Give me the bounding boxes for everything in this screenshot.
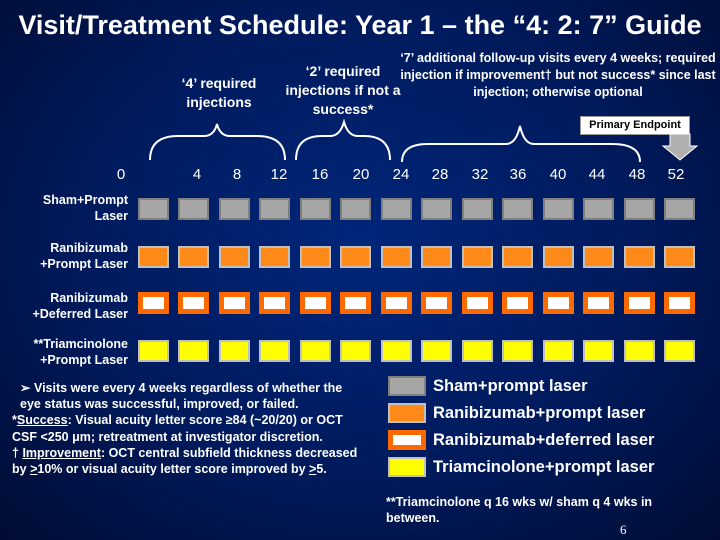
- visit-cell-ranibizumab-prompt: [502, 246, 533, 268]
- visit-cell-triamcinolone: [664, 340, 695, 362]
- visit-cell-ranibizumab-deferred: [340, 292, 371, 314]
- visit-cell-ranibizumab-prompt: [543, 246, 574, 268]
- visit-cell-triamcinolone: [178, 340, 209, 362]
- visit-cell-triamcinolone: [259, 340, 290, 362]
- visit-cell-sham: [381, 198, 412, 220]
- visit-cell-sham: [502, 198, 533, 220]
- legend-swatch-triamcinolone: [388, 457, 426, 477]
- success-term: Success: [16, 413, 68, 428]
- brace-four: [150, 124, 285, 160]
- visit-cell-ranibizumab-deferred: [543, 292, 574, 314]
- visit-cell-triamcinolone: [583, 340, 614, 362]
- visit-cell-triamcinolone: [138, 340, 169, 362]
- visit-cell-ranibizumab-deferred: [381, 292, 412, 314]
- week-28: 28: [431, 166, 449, 183]
- four-injections-header: ‘4’ required injections: [181, 75, 257, 110]
- primary-endpoint-arrow: [663, 134, 697, 160]
- week-12: 12: [270, 166, 288, 183]
- visit-cell-ranibizumab-prompt: [340, 246, 371, 268]
- week-0: 0: [116, 166, 126, 183]
- primary-endpoint-label: Primary Endpoint: [580, 116, 690, 135]
- brace-two: [296, 122, 390, 160]
- two-injections-header: ‘2’ required injections if not a success*: [285, 63, 401, 117]
- visit-cell-sham: [543, 198, 574, 220]
- visit-cell-ranibizumab-deferred: [219, 292, 250, 314]
- legend-swatch-sham: [388, 376, 426, 396]
- visit-cell-ranibizumab-prompt: [381, 246, 412, 268]
- success-prefix: *: [12, 413, 17, 428]
- visit-cell-ranibizumab-prompt: [300, 246, 331, 268]
- week-44: 44: [588, 166, 606, 183]
- improvement-note: [12, 445, 365, 477]
- visit-cell-ranibizumab-deferred: [462, 292, 493, 314]
- visit-cell-ranibizumab-deferred: [178, 292, 209, 314]
- improvement-text-b: 10% or visual acuity letter score improved by: [37, 462, 310, 477]
- visit-cell-sham: [300, 198, 331, 220]
- legend-label-ranibizumab-prompt: Ranibizumab+prompt laser: [433, 404, 646, 422]
- visit-cell-triamcinolone: [381, 340, 412, 362]
- improvement-prefix: †: [12, 445, 23, 460]
- visit-cell-ranibizumab-prompt: [624, 246, 655, 268]
- improvement-text-c: 5.: [316, 462, 327, 477]
- visit-cell-triamcinolone: [340, 340, 371, 362]
- row-label-sham: Sham+Prompt Laser: [42, 193, 128, 223]
- week-40: 40: [549, 166, 567, 183]
- seven-visits-header: ‘7’ additional follow-up visits every 4 weeks; required injection if improvement† but not success* since last injection; otherwise optional: [400, 51, 716, 99]
- visit-cell-ranibizumab-deferred: [624, 292, 655, 314]
- week-8: 8: [232, 166, 242, 183]
- notes-block: [12, 380, 365, 477]
- legend-swatch-ranibizumab-deferred: [388, 430, 426, 450]
- visit-cell-sham: [421, 198, 452, 220]
- row-label-triamcinolone: **Triamcinolone +Prompt Laser: [33, 337, 128, 367]
- week-32: 32: [471, 166, 489, 183]
- visit-cell-ranibizumab-deferred: [502, 292, 533, 314]
- legend-swatch-ranibizumab-prompt: [388, 403, 426, 423]
- week-20: 20: [352, 166, 370, 183]
- improvement-term: Improvement: [22, 445, 101, 460]
- legend-label-ranibizumab-deferred: Ranibizumab+deferred laser: [433, 431, 655, 449]
- visit-cell-sham: [138, 198, 169, 220]
- visit-cell-ranibizumab-deferred: [421, 292, 452, 314]
- triamcinolone-footnote: **Triamcinolone q 16 wks w/ sham q 4 wks in between.: [386, 495, 653, 525]
- visit-cell-sham: [583, 198, 614, 220]
- visit-cell-ranibizumab-prompt: [138, 246, 169, 268]
- improvement-ge5: >: [309, 462, 317, 477]
- visit-cell-ranibizumab-prompt: [583, 246, 614, 268]
- success-note: [12, 412, 365, 444]
- week-4: 4: [192, 166, 202, 183]
- visit-cell-ranibizumab-prompt: [664, 246, 695, 268]
- visit-cell-triamcinolone: [543, 340, 574, 362]
- visit-cell-ranibizumab-deferred: [138, 292, 169, 314]
- visit-cell-sham: [664, 198, 695, 220]
- visits-note: [20, 380, 365, 412]
- visit-cell-ranibizumab-deferred: [259, 292, 290, 314]
- arrow-bullet-icon: ➢: [20, 381, 31, 395]
- success-text: : Visual acuity letter score ≥84 (~20/20) or OCT CSF <250 μm; retreatment at investigator discretion.: [12, 413, 343, 444]
- visit-cell-ranibizumab-deferred: [583, 292, 614, 314]
- visit-cell-triamcinolone: [462, 340, 493, 362]
- visit-cell-sham: [624, 198, 655, 220]
- visit-cell-triamcinolone: [624, 340, 655, 362]
- visit-cell-ranibizumab-deferred: [300, 292, 331, 314]
- legend-label-triamcinolone: Triamcinolone+prompt laser: [433, 458, 655, 476]
- visit-cell-triamcinolone: [219, 340, 250, 362]
- visit-cell-ranibizumab-prompt: [219, 246, 250, 268]
- visit-cell-triamcinolone: [300, 340, 331, 362]
- visit-cell-sham: [340, 198, 371, 220]
- brace-seven: [402, 126, 640, 162]
- week-48: 48: [628, 166, 646, 183]
- visits-note-text: Visits were every 4 weeks regardless of whether the eye status was successful, improved, or failed.: [20, 381, 343, 412]
- page-title: Visit/Treatment Schedule: Year 1 – the “4: 2: 7” Guide: [18, 10, 702, 40]
- week-16: 16: [311, 166, 329, 183]
- legend-label-sham: Sham+prompt laser: [433, 377, 588, 395]
- improvement-text-a: : OCT central subfield thickness decreased by: [12, 445, 358, 477]
- visit-cell-triamcinolone: [421, 340, 452, 362]
- visit-cell-sham: [462, 198, 493, 220]
- visit-cell-ranibizumab-prompt: [462, 246, 493, 268]
- visit-cell-sham: [219, 198, 250, 220]
- visit-cell-ranibizumab-deferred: [664, 292, 695, 314]
- visit-cell-ranibizumab-prompt: [178, 246, 209, 268]
- week-52: 52: [667, 166, 685, 183]
- week-24: 24: [392, 166, 410, 183]
- visit-cell-ranibizumab-prompt: [259, 246, 290, 268]
- visit-cell-sham: [259, 198, 290, 220]
- row-label-ranibizumab-prompt: Ranibizumab +Prompt Laser: [40, 241, 128, 271]
- visit-cell-triamcinolone: [502, 340, 533, 362]
- week-36: 36: [509, 166, 527, 183]
- visit-cell-sham: [178, 198, 209, 220]
- row-label-ranibizumab-deferred: Ranibizumab +Deferred Laser: [32, 291, 128, 321]
- improvement-ge10: >: [30, 462, 38, 477]
- page-number: 6: [620, 522, 627, 537]
- visit-cell-ranibizumab-prompt: [421, 246, 452, 268]
